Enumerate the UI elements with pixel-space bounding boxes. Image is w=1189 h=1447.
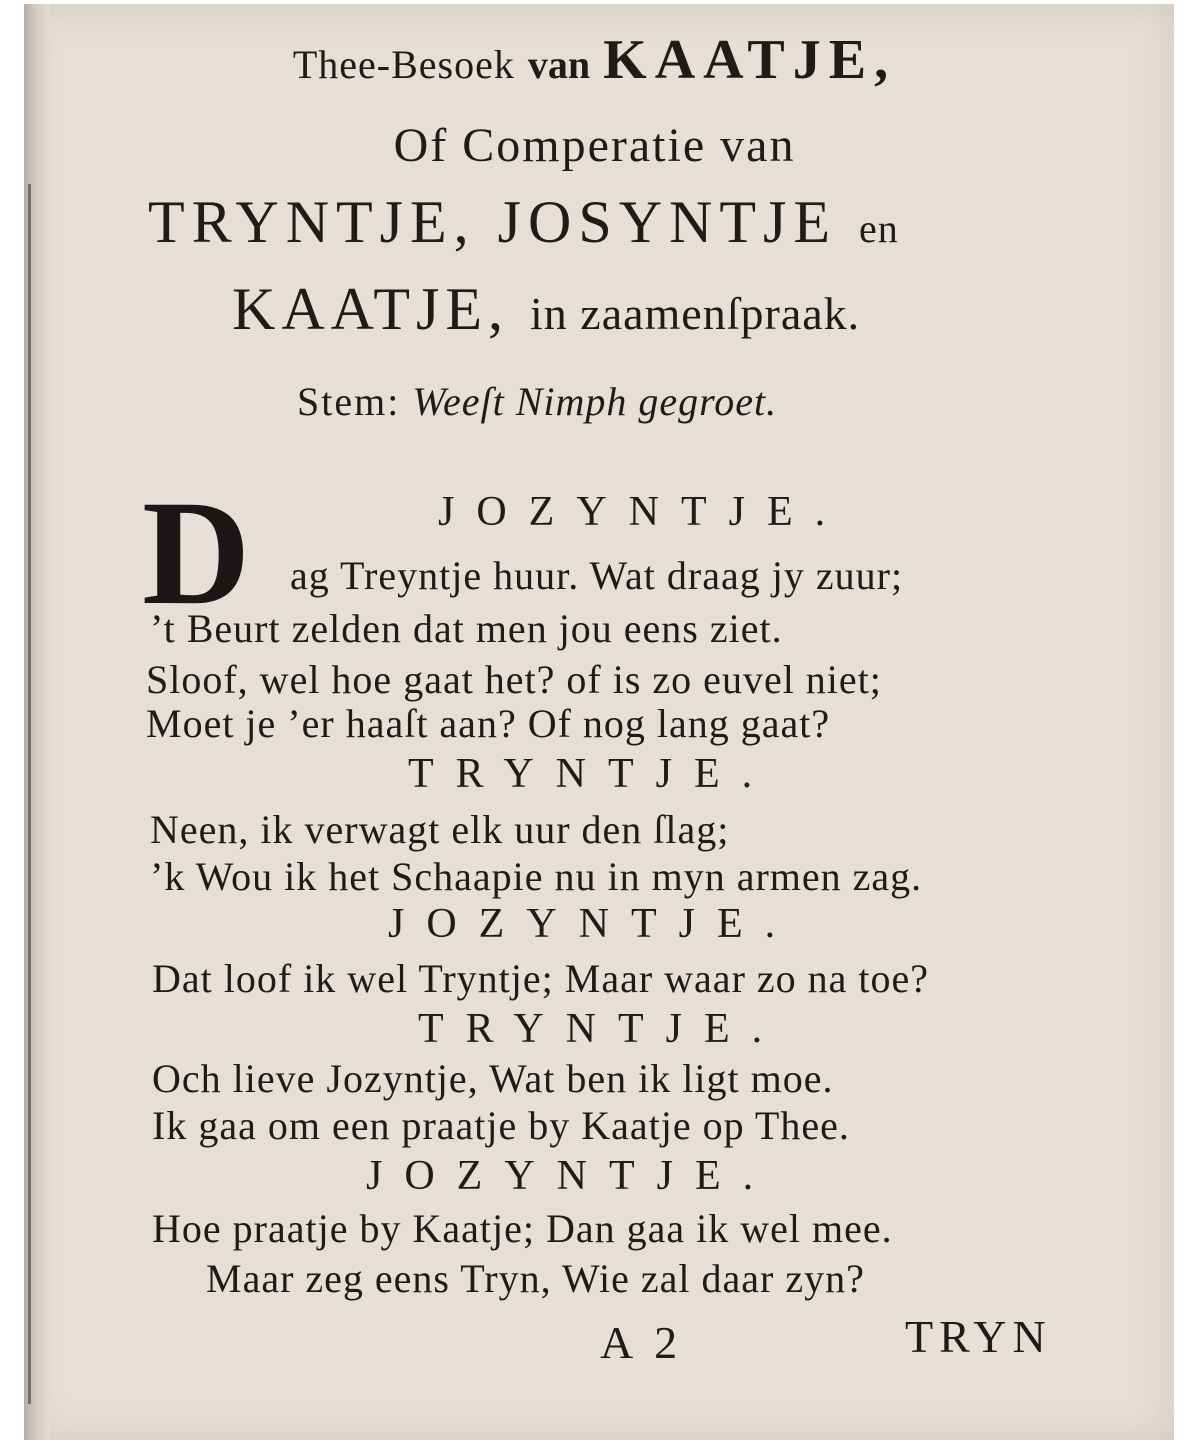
tune-name: Weeſt Nimph gegroet. [412, 379, 778, 424]
title-besoek: Besoek [391, 42, 515, 87]
verse-line: Sloof, wel hoe gaat het? of is zo euvel niet; [146, 657, 882, 702]
title-separator: - [376, 42, 392, 87]
signature-mark: A 2 [600, 1317, 684, 1368]
title-conjunction: en [859, 206, 899, 251]
title-van: van [527, 42, 591, 87]
title-zaamenspraak: in zaamenſpraak. [530, 288, 861, 339]
verse-line: Neen, ik verwagt elk uur den ſlag; [150, 807, 730, 852]
title-line-3 [148, 188, 899, 257]
tune-label: Stem: [297, 379, 401, 424]
speaker-heading: TRYNTJE. [418, 1006, 785, 1052]
drop-cap: D [142, 470, 251, 636]
verse-line: Hoe praatje by Kaatje; Dan gaa ik wel mee. [152, 1206, 893, 1251]
title-kaatje: KAATJE, [603, 29, 897, 91]
title-kaatje-2: KAATJE, [232, 276, 509, 342]
title-line-1 [0, 28, 1189, 92]
verse-line: Maar zeg eens Tryn, Wie zal daar zyn? [206, 1256, 865, 1301]
title-thee: Thee [292, 42, 377, 87]
speaker-heading: JOZYNTJE. [388, 901, 798, 947]
title-line-2: Of Comperatie van [393, 119, 796, 172]
speaker-heading: TRYNTJE. [408, 751, 775, 797]
binding-edge [28, 184, 31, 1404]
verse-line: Moet je ’er haaſt aan? Of nog lang gaat? [146, 701, 831, 746]
verse-line: Dat loof ik wel Tryntje; Maar waar zo na toe? [152, 956, 930, 1001]
verse-line: ’k Wou ik het Schaapie nu in myn armen zag. [150, 854, 923, 899]
page-gutter [24, 4, 50, 1440]
verse-line: Och lieve Jozyntje, Wat ben ik ligt moe. [152, 1056, 834, 1101]
title-line-4 [232, 275, 860, 344]
verse-line: Ik gaa om een praatje by Kaatje op Thee. [152, 1103, 850, 1148]
verse-line: ’t Beurt zelden dat men jou eens ziet. [150, 606, 783, 651]
tune-line [297, 378, 777, 425]
speaker-heading: JOZYNTJE. [438, 489, 848, 535]
title-names: TRYNTJE, JOSYNTJE [148, 189, 838, 255]
verse-line: ag Treyntje huur. Wat draag jy zuur; [290, 553, 904, 598]
speaker-heading: JOZYNTJE. [366, 1153, 776, 1199]
catchword: TRYN [905, 1311, 1052, 1362]
